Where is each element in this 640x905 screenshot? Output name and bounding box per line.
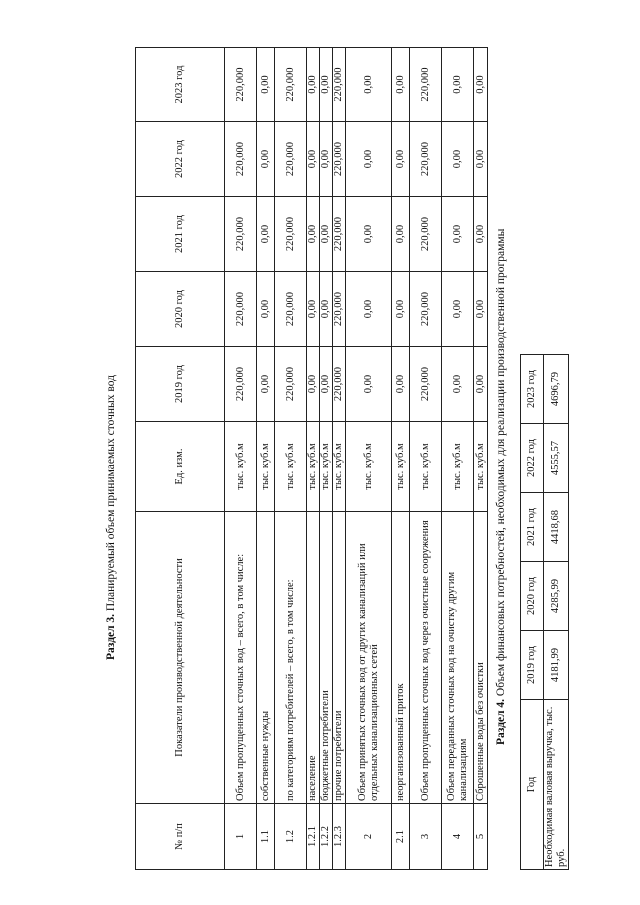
row-number: 1.1 (257, 804, 275, 870)
value-cell: 0,00 (474, 347, 488, 422)
header-cell: 2019 год (136, 347, 225, 422)
table-row (392, 48, 410, 870)
table-row (275, 48, 307, 870)
value-cell: 220,000 (225, 347, 257, 422)
row-number: 1.2.3 (333, 804, 346, 870)
value-cell: 0,00 (346, 122, 392, 197)
value-cell: 220,000 (333, 122, 346, 197)
row-number: 4 (442, 804, 474, 870)
value-cell: 220,000 (410, 347, 442, 422)
header-cell: 2020 год (521, 562, 544, 631)
value-cell: 0,00 (442, 197, 474, 272)
section4-heading-text: Объем финансовых потребностей, необходимых для реализации производственной программы (495, 228, 507, 699)
row-number: 1 (225, 804, 257, 870)
value-cell: 220,000 (410, 48, 442, 122)
table-row (320, 48, 333, 870)
header-cell: 2021 год (521, 493, 544, 562)
section3-heading-bold: Раздел 3. (105, 613, 117, 660)
row-label: прочие потребители (333, 512, 346, 804)
value-cell: 0,00 (346, 197, 392, 272)
header-cell: 2023 год (136, 48, 225, 122)
row-label: неорганизованный приток (392, 512, 410, 804)
table-row (442, 48, 474, 870)
value-cell: 220,000 (225, 122, 257, 197)
header-cell: 2019 год (521, 631, 544, 700)
row-label: Сброшенные воды без очистки (474, 512, 488, 804)
header-cell: 2020 год (136, 272, 225, 347)
value-cell: 0,00 (392, 272, 410, 347)
section3-table (135, 47, 488, 870)
unit-cell: тыс. куб.м (275, 422, 307, 512)
value-cell: 220,000 (333, 197, 346, 272)
value-cell: 0,00 (474, 122, 488, 197)
value-cell: 4696,79 (544, 355, 569, 424)
value-cell: 4418,68 (544, 493, 569, 562)
row-number: 3 (410, 804, 442, 870)
unit-cell: тыс. куб.м (442, 422, 474, 512)
table-row (307, 48, 320, 870)
value-cell: 0,00 (346, 272, 392, 347)
row-label: собственные нужды (257, 512, 275, 804)
value-cell: 220,000 (410, 272, 442, 347)
header-cell: № п/п (136, 804, 225, 870)
value-cell: 0,00 (307, 197, 320, 272)
value-cell: 220,000 (275, 122, 307, 197)
row-label: Объем пропущенных сточных вод – всего, в том числе: (225, 512, 257, 804)
unit-cell: тыс. куб.м (346, 422, 392, 512)
section3-header-row (136, 48, 225, 870)
row-label: Объем переданных сточных вод на очистку другим канализациям (442, 512, 474, 804)
unit-cell: тыс. куб.м (474, 422, 488, 512)
value-cell: 0,00 (392, 122, 410, 197)
value-cell: 220,000 (275, 48, 307, 122)
row-label: население (307, 512, 320, 804)
value-cell: 220,000 (275, 197, 307, 272)
row-label: бюджетные потребители (320, 512, 333, 804)
value-cell: 0,00 (257, 197, 275, 272)
header-cell: Год (521, 700, 544, 870)
value-cell: 0,00 (320, 197, 333, 272)
table-row (257, 48, 275, 870)
value-cell: 0,00 (392, 347, 410, 422)
unit-cell: тыс. куб.м (225, 422, 257, 512)
value-cell: 220,000 (333, 48, 346, 122)
table-row (346, 48, 392, 870)
row-label: Объем пропущенных сточных вод через очистные сооружения (410, 512, 442, 804)
row-number: 5 (474, 804, 488, 870)
section4-header-row (521, 355, 544, 870)
value-cell: 0,00 (320, 122, 333, 197)
unit-cell: тыс. куб.м (307, 422, 320, 512)
value-cell: 4285,99 (544, 562, 569, 631)
unit-cell: тыс. куб.м (320, 422, 333, 512)
value-cell: 0,00 (307, 122, 320, 197)
value-cell: 0,00 (257, 347, 275, 422)
value-cell: 220,000 (333, 272, 346, 347)
table-row (225, 48, 257, 870)
value-cell: 0,00 (320, 48, 333, 122)
table-row (333, 48, 346, 870)
value-cell: 0,00 (346, 48, 392, 122)
unit-cell: тыс. куб.м (410, 422, 442, 512)
section3-heading-text: Планируемый объем принимаемых сточных вод (105, 375, 117, 614)
section4-table (520, 354, 569, 870)
value-cell: 0,00 (307, 272, 320, 347)
unit-cell: тыс. куб.м (257, 422, 275, 512)
value-cell: 220,000 (225, 48, 257, 122)
table-row (474, 48, 488, 870)
value-cell: 0,00 (257, 48, 275, 122)
value-cell: 0,00 (257, 122, 275, 197)
value-cell: 220,000 (225, 272, 257, 347)
row-number: 1.2.2 (320, 804, 333, 870)
section3-heading (105, 375, 117, 660)
row-number: 2.1 (392, 804, 410, 870)
value-cell: 0,00 (392, 197, 410, 272)
value-cell: 220,000 (410, 122, 442, 197)
value-cell: 4181,99 (544, 631, 569, 700)
section4-heading (495, 229, 507, 745)
value-cell: 0,00 (346, 347, 392, 422)
section4-heading-bold: Раздел 4. (495, 698, 507, 745)
value-cell: 0,00 (442, 272, 474, 347)
header-cell: Показатели производственной деятельности (136, 512, 225, 804)
header-cell: Ед. изм. (136, 422, 225, 512)
header-cell: 2023 год (521, 355, 544, 424)
value-cell: 0,00 (474, 272, 488, 347)
header-cell: 2022 год (136, 122, 225, 197)
value-cell: 0,00 (442, 48, 474, 122)
row-number: 2 (346, 804, 392, 870)
value-cell: 220,000 (333, 347, 346, 422)
row-number: 1.2.1 (307, 804, 320, 870)
section4-data-row (544, 355, 569, 870)
row-label: Необходимая валовая выручка, тыс. руб. (544, 700, 569, 870)
value-cell: 0,00 (474, 48, 488, 122)
value-cell: 0,00 (474, 197, 488, 272)
table-row (410, 48, 442, 870)
value-cell: 0,00 (442, 122, 474, 197)
value-cell: 0,00 (442, 347, 474, 422)
row-label: по категориям потребителей – всего, в том числе: (275, 512, 307, 804)
value-cell: 220,000 (225, 197, 257, 272)
unit-cell: тыс. куб.м (392, 422, 410, 512)
value-cell: 0,00 (307, 48, 320, 122)
unit-cell: тыс. куб.м (333, 422, 346, 512)
value-cell: 0,00 (392, 48, 410, 122)
value-cell: 220,000 (275, 272, 307, 347)
value-cell: 0,00 (320, 272, 333, 347)
row-label: Объем принятых сточных вод от других канализаций или отдельных канализационных сетей (346, 512, 392, 804)
value-cell: 0,00 (257, 272, 275, 347)
value-cell: 4555,57 (544, 424, 569, 493)
value-cell: 0,00 (307, 347, 320, 422)
value-cell: 220,000 (410, 197, 442, 272)
value-cell: 220,000 (275, 347, 307, 422)
row-number: 1.2 (275, 804, 307, 870)
header-cell: 2021 год (136, 197, 225, 272)
value-cell: 0,00 (320, 347, 333, 422)
header-cell: 2022 год (521, 424, 544, 493)
